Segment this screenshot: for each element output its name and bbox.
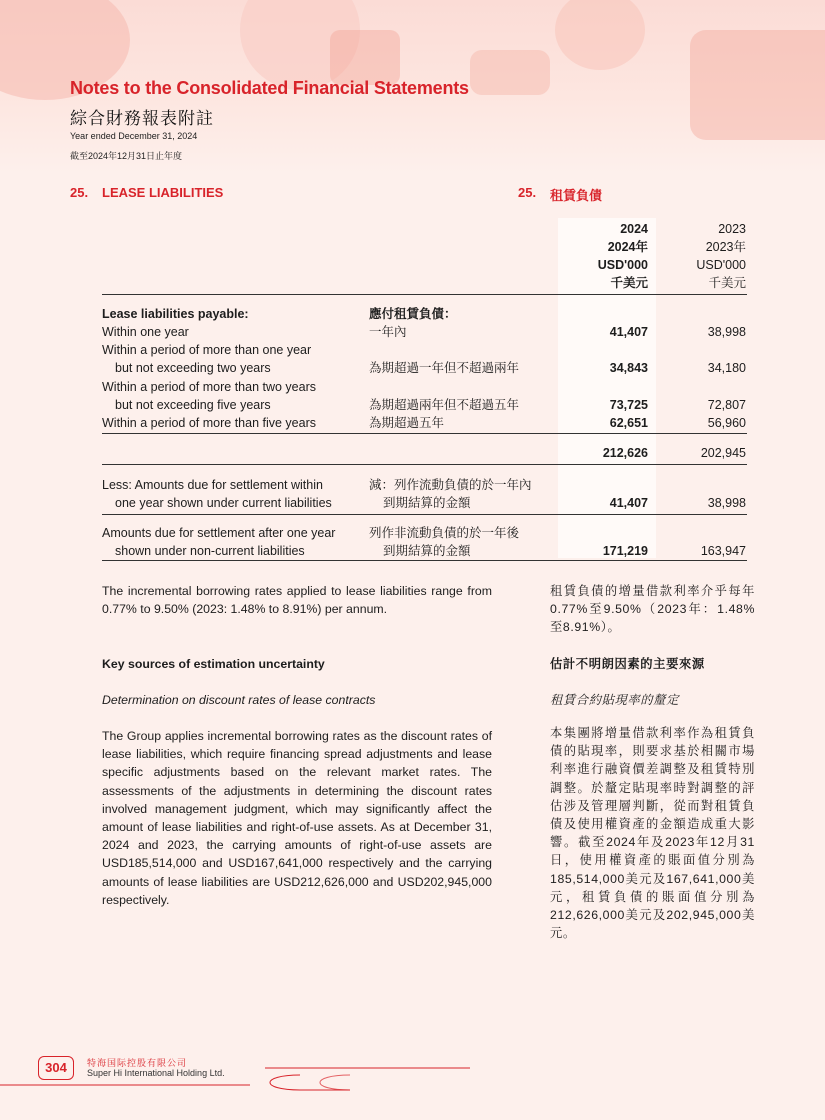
table-heading: Lease liabilities payable: xyxy=(102,307,249,321)
table-row-label-cn: 為期超過一年但不超過兩年 xyxy=(369,361,520,375)
table-cell-2023: 38,998 xyxy=(707,325,746,339)
less-current-label: Less: Amounts due for settlement within xyxy=(102,478,323,492)
non-current-label-cn: 列作非流動負債的於一年後 xyxy=(369,526,520,540)
less-current-label-cont: one year shown under current liabilities xyxy=(115,496,332,510)
table-row-label-cn: 一年內 xyxy=(369,325,407,339)
less-current-2024: 41,407 xyxy=(609,496,648,510)
column-header-2024: 2024 2024年 USD'000 千美元 xyxy=(597,222,648,290)
period-label-cn: 截至2024年12月31日止年度 xyxy=(70,151,183,161)
table-total-2024: 212,626 xyxy=(602,446,648,460)
section-title: LEASE LIABILITIES xyxy=(102,185,224,200)
period-label: Year ended December 31, 2024 xyxy=(70,131,198,141)
table-row-label: Within a period of more than five years xyxy=(102,416,316,430)
footer-wave-decoration xyxy=(0,1060,480,1100)
table-row-label-cn: 為期超過五年 xyxy=(369,416,445,430)
page-title: Notes to the Consolidated Financial Statements xyxy=(70,78,469,98)
non-current-label: Amounts due for settlement after one year xyxy=(102,526,336,540)
table-cell-2023: 34,180 xyxy=(707,361,746,375)
subtotal-rule xyxy=(102,433,747,434)
company-name-cn: 特海国际控股有限公司 xyxy=(87,1058,188,1068)
table-cell-2024: 34,843 xyxy=(609,361,648,375)
rates-paragraph: The incremental borrowing rates applied to lease liabilities range from 0.77% to 9.50% (2023: 1.48% to 8.91%) per annum. xyxy=(102,584,492,617)
non-current-2024: 171,219 xyxy=(602,544,648,558)
table-row-label-cont: but not exceeding five years xyxy=(115,398,271,412)
section-title-cn: 租賃負債 xyxy=(550,188,603,203)
company-name: Super Hi International Holding Ltd. xyxy=(87,1068,225,1078)
less-rule xyxy=(102,514,747,515)
less-current-label-cn: 減：列作流動負債的於一年內 xyxy=(369,478,532,492)
table-row-label-cn: 為期超過兩年但不超過五年 xyxy=(369,398,520,412)
non-current-2023: 163,947 xyxy=(700,544,746,558)
less-current-2023: 38,998 xyxy=(707,496,746,510)
section-number-cn: 25. xyxy=(518,185,537,200)
table-row-label-cont: but not exceeding two years xyxy=(115,361,271,375)
table-top-rule xyxy=(102,294,747,295)
table-row-label: Within a period of more than two years xyxy=(102,380,316,394)
table-row-label: Within one year xyxy=(102,325,189,339)
table-row-label: Within a period of more than one year xyxy=(102,343,312,357)
key-sources-heading: Key sources of estimation uncertainty xyxy=(102,657,325,671)
less-current-label-cn-cont: 到期結算的金額 xyxy=(383,496,471,510)
table-cell-2024: 41,407 xyxy=(609,325,648,339)
table-cell-2023: 56,960 xyxy=(707,416,746,430)
rates-paragraph-cn: 租賃負債的增量借款利率介乎每年0.77%至9.50%（2023年：1.48%至8.91%）。 xyxy=(550,584,755,635)
discount-rates-body: The Group applies incremental borrowing rates as the discount rates of lease liabilities, which require financing spread adjustments and lease specific adjustments based on the relevant market rates. The assessments of the adjustments in determining the discount rates involved management judgment, which may significantly affect the amount of lease liabilities and right-of-use assets. As at December 31, 2024 and 2023, the carrying amounts of right-of-use assets are USD185,514,000 and USD167,641,000 respectively and the carrying amounts of lease liabilities are USD212,626,000 and USD202,945,000 respectively. xyxy=(102,729,492,907)
total-rule xyxy=(102,464,747,465)
section-number: 25. xyxy=(70,185,89,200)
table-cell-2023: 72,807 xyxy=(707,398,746,412)
page-number: 304 xyxy=(38,1056,74,1080)
table-bottom-rule xyxy=(102,560,747,561)
table-cell-2024: 62,651 xyxy=(609,416,648,430)
column-header-2023: 2023 2023年 USD'000 千美元 xyxy=(696,222,746,290)
page-title-cn: 綜合財務報表附註 xyxy=(70,109,214,128)
table-cell-2024: 73,725 xyxy=(609,398,648,412)
table-heading-cn: 應付租賃負債： xyxy=(369,307,457,321)
discount-rates-body-cn: 本集團將增量借款利率作為租賃負債的貼現率，則要求基於相關市場利率進行融資價差調整及租賃特別調整。於釐定貼現率時對調整的評估涉及管理層判斷，從而對租賃負債及使用權資產的金額造成重大影響。截至2024年及2023年12月31日，使用權資產的賬面值分別為185,514,000美元及167,641,000美元，租賃負債的賬面值分別為212,626,000美元及202,945,000美元。 xyxy=(550,726,755,941)
discount-rates-subheading-cn: 租賃合約貼現率的釐定 xyxy=(550,693,679,707)
key-sources-heading-cn: 估計不明朗因素的主要來源 xyxy=(550,657,705,671)
discount-rates-subheading: Determination on discount rates of lease contracts xyxy=(102,693,376,707)
non-current-label-cn-cont: 到期結算的金額 xyxy=(383,544,471,558)
non-current-label-cont: shown under non-current liabilities xyxy=(115,544,305,558)
table-total-2023: 202,945 xyxy=(700,446,746,460)
